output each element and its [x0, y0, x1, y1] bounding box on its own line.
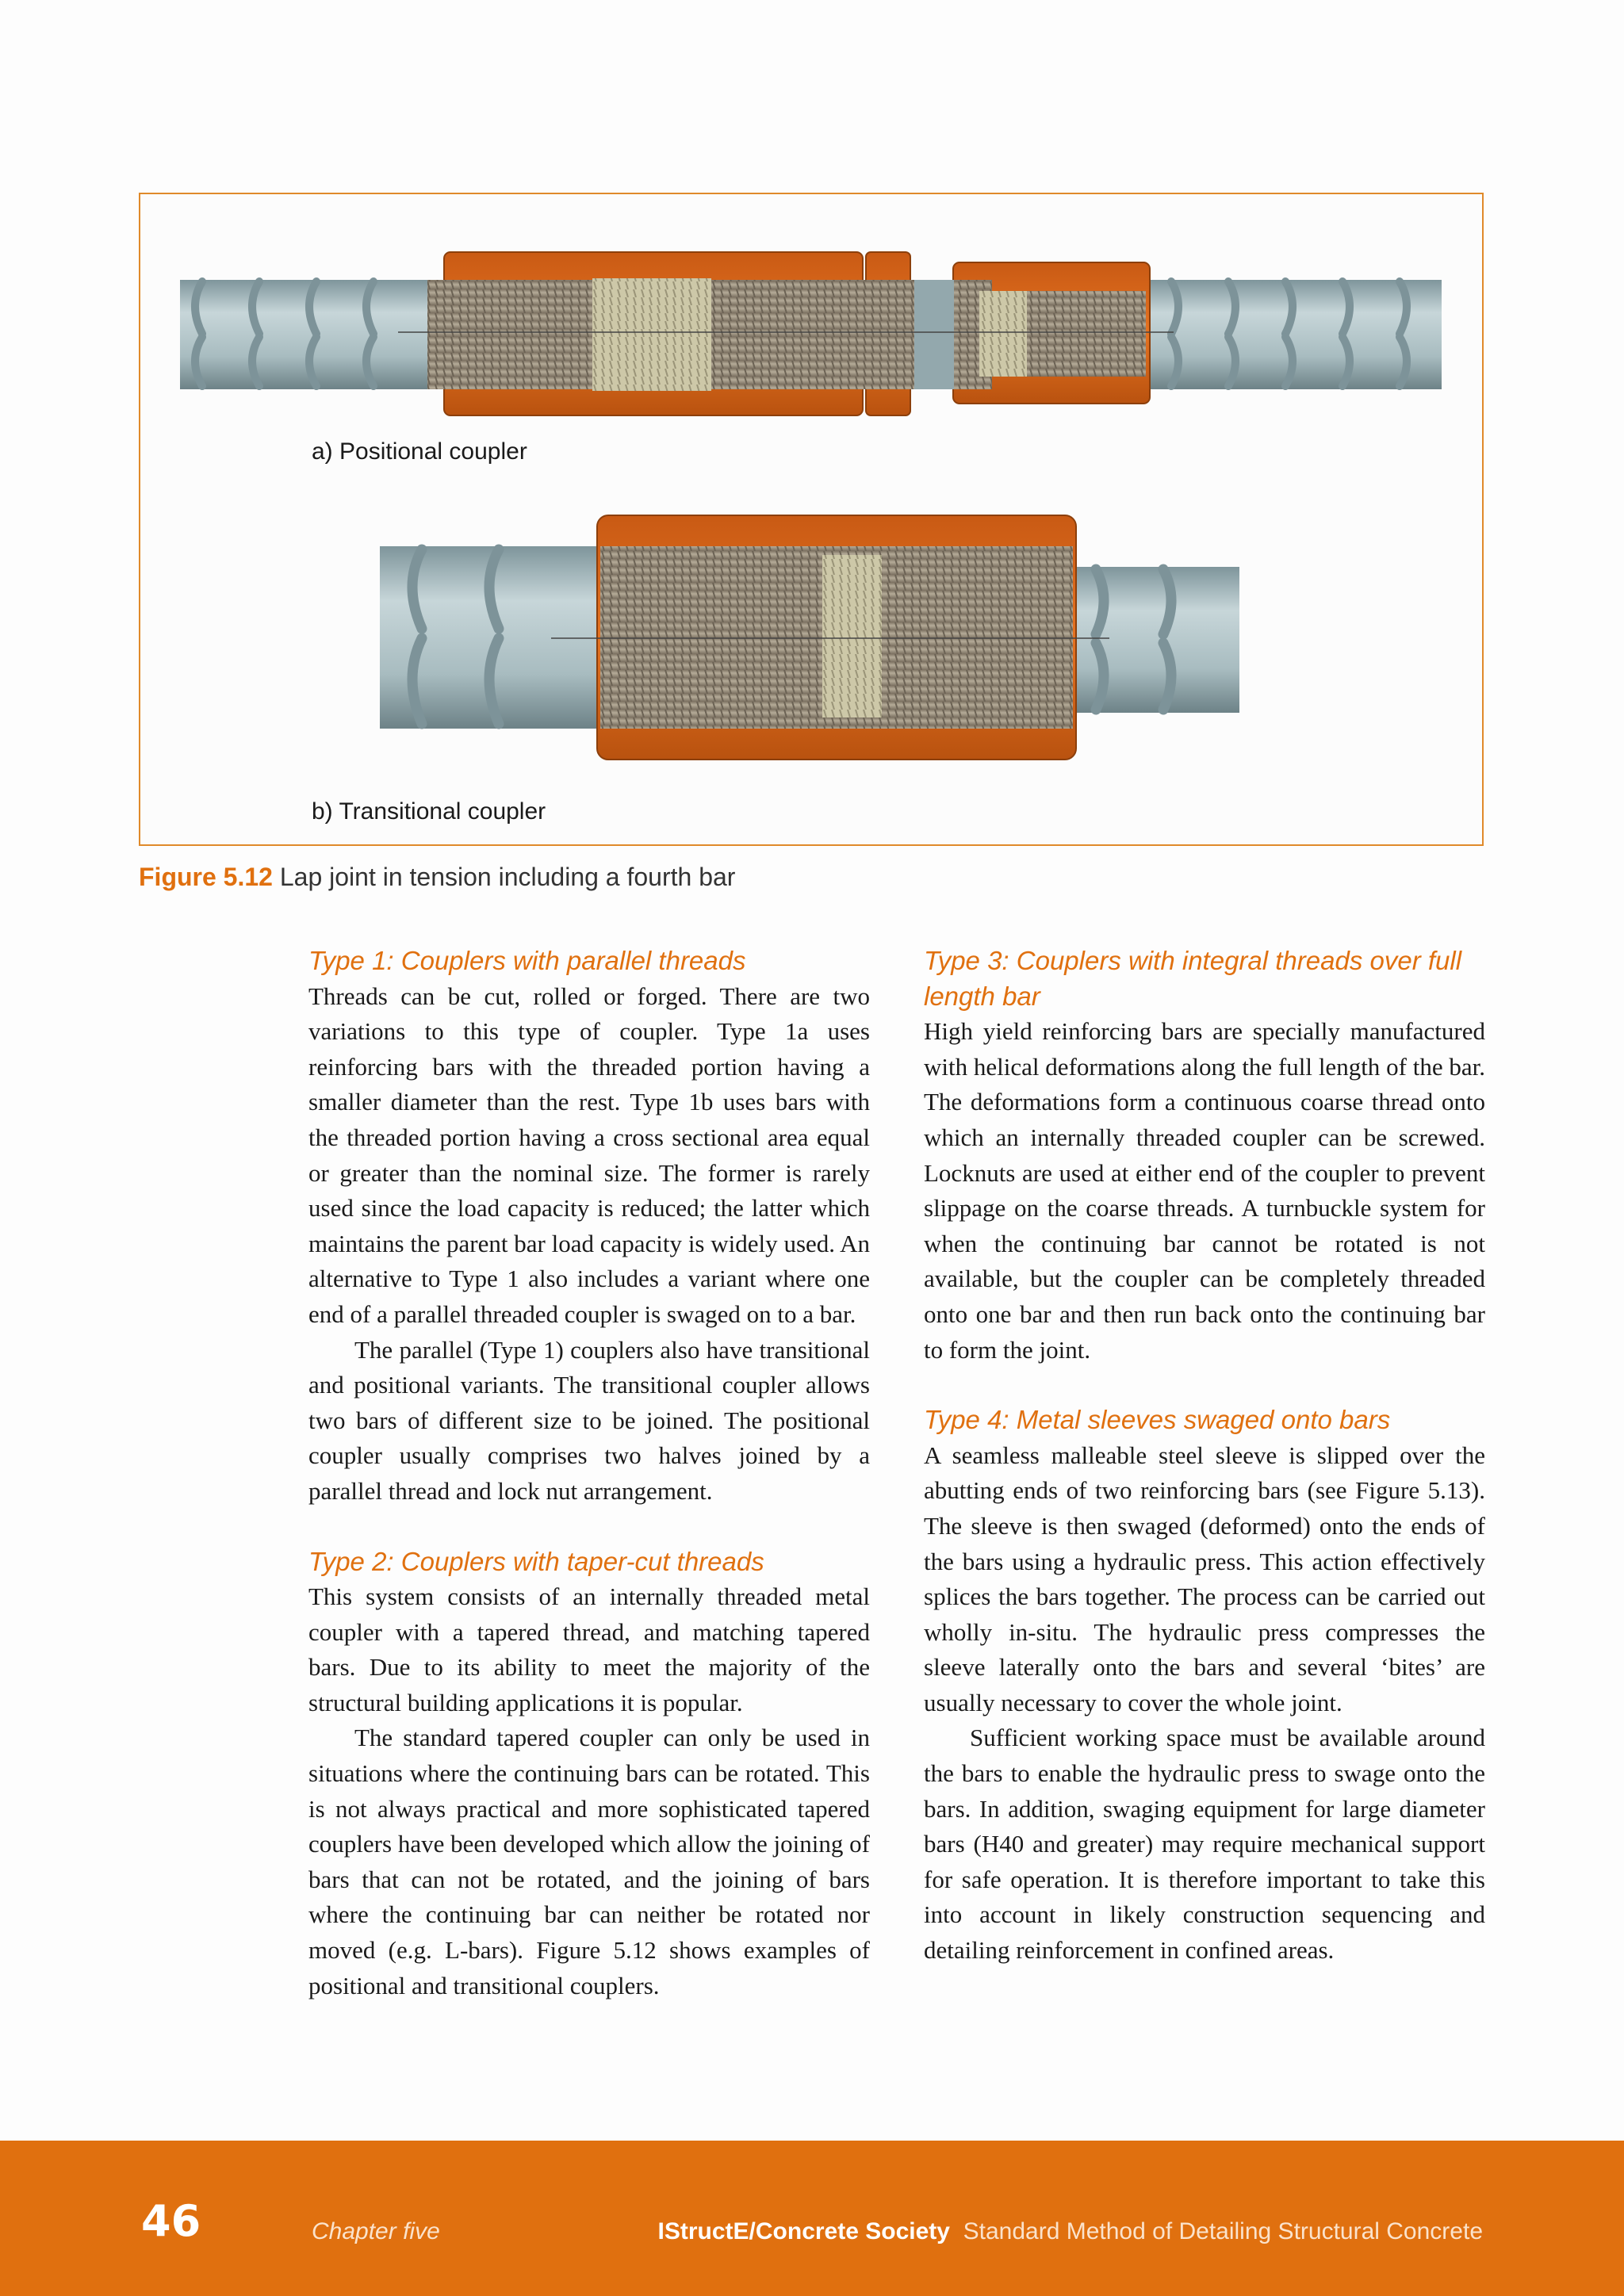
type3-paragraph-1: High yield reinforcing bars are specially manufactured with helical deformations along the full length of the bar. The deformations form a continuous coarse thread onto which an internally threaded coupler can be screwed. Locknuts are used at either end of the coupler to prevent slippage on the coarse threads. A turnbuckle system for when the continuing bar cannot be rotated is not available, but the coupler can be completely threaded onto one bar and then run back onto the continuing bar to form the joint. — [924, 1017, 1485, 1364]
publisher-name: IStructE/Concrete Society — [657, 2218, 950, 2244]
type2-heading: Type 2: Couplers with taper-cut threads — [308, 1546, 764, 1576]
type1-paragraph-1: Threads can be cut, rolled or forged. There are two variations to this type of coupler. Type 1a uses reinforcing bars with the threaded portion having a smaller diameter than the rest. Type 1b uses bars with the threaded portion having a cross sectional area equal or greater than the nominal size. The former is rarely used since the load capacity is reduced; the latter which maintains the parent bar load capacity is widely used. An alternative to Type 1 also includes a variant where one end of a parallel threaded coupler is swaged on to a bar. — [308, 982, 870, 1328]
type1-paragraph-2: The parallel (Type 1) couplers also have transitional and positional variants. The transitional coupler allows two bars of different size to be joined. The positional coupler usually comprises two halves joined by a parallel thread and lock nut arrangement. — [308, 1335, 870, 1505]
chapter-label: Chapter five — [312, 2218, 440, 2244]
figure-caption — [139, 863, 735, 892]
left-column — [308, 943, 870, 2003]
figure-5-12 — [139, 193, 1484, 846]
type3-heading: Type 3: Couplers with integral threads over full length bar — [924, 946, 1462, 1011]
type2-paragraph-1: This system consists of an internally threaded metal coupler with a tapered thread, and matching tapered bars. Due to its ability to meet the majority of the structural building applications it is popular. — [308, 1582, 870, 1716]
figure-label: Figure 5.12 — [139, 863, 273, 891]
positional-coupler-drawing — [180, 252, 1442, 415]
publisher-line — [658, 2218, 1483, 2245]
figure-caption-text: Lap joint in tension including a fourth bar — [279, 863, 736, 891]
subcaption-positional: a) Positional coupler — [312, 438, 527, 465]
coupler-illustrations — [140, 194, 1482, 844]
type4-paragraph-2: Sufficient working space must be available around the bars to enable the hydraulic press to swage onto the bars. In addition, swaging equipment for large diameter bars (H40 and greater) may require mechanical support for safe operation. It is therefore important to take this into account in likely construction sequencing and detailing reinforcement in confined areas. — [924, 1724, 1485, 1965]
page-number: 46 — [141, 2196, 201, 2246]
right-column — [924, 943, 1485, 1969]
book-title: Standard Method of Detailing Structural Concrete — [963, 2218, 1483, 2244]
type2-paragraph-2: The standard tapered coupler can only be used in situations where the continuing bars can be rotated. This is not always practical and more sophisticated tapered couplers have been developed which allow the joining of bars that can not be rotated, and the joining of bars where the continuing bar can neither be rotated nor moved (e.g. L-bars). Figure 5.12 shows examples of positional and transitional couplers. — [308, 1724, 870, 1999]
subcaption-transitional: b) Transitional coupler — [312, 798, 546, 825]
type4-paragraph-1: A seamless malleable steel sleeve is slipped over the abutting ends of two reinforcing bars (see Figure 5.13). The sleeve is then swaged (deformed) onto the ends of the bars using a hydraulic press. This action effectively splices the bars together. The process can be carried out wholly in-situ. The hydraulic press compresses the sleeve laterally onto the bars and several ‘bites’ are usually necessary to cover the whole joint. — [924, 1441, 1485, 1716]
type1-heading: Type 1: Couplers with parallel threads — [308, 946, 746, 975]
transitional-coupler-drawing — [380, 515, 1239, 760]
type4-heading: Type 4: Metal sleeves swaged onto bars — [924, 1405, 1391, 1435]
